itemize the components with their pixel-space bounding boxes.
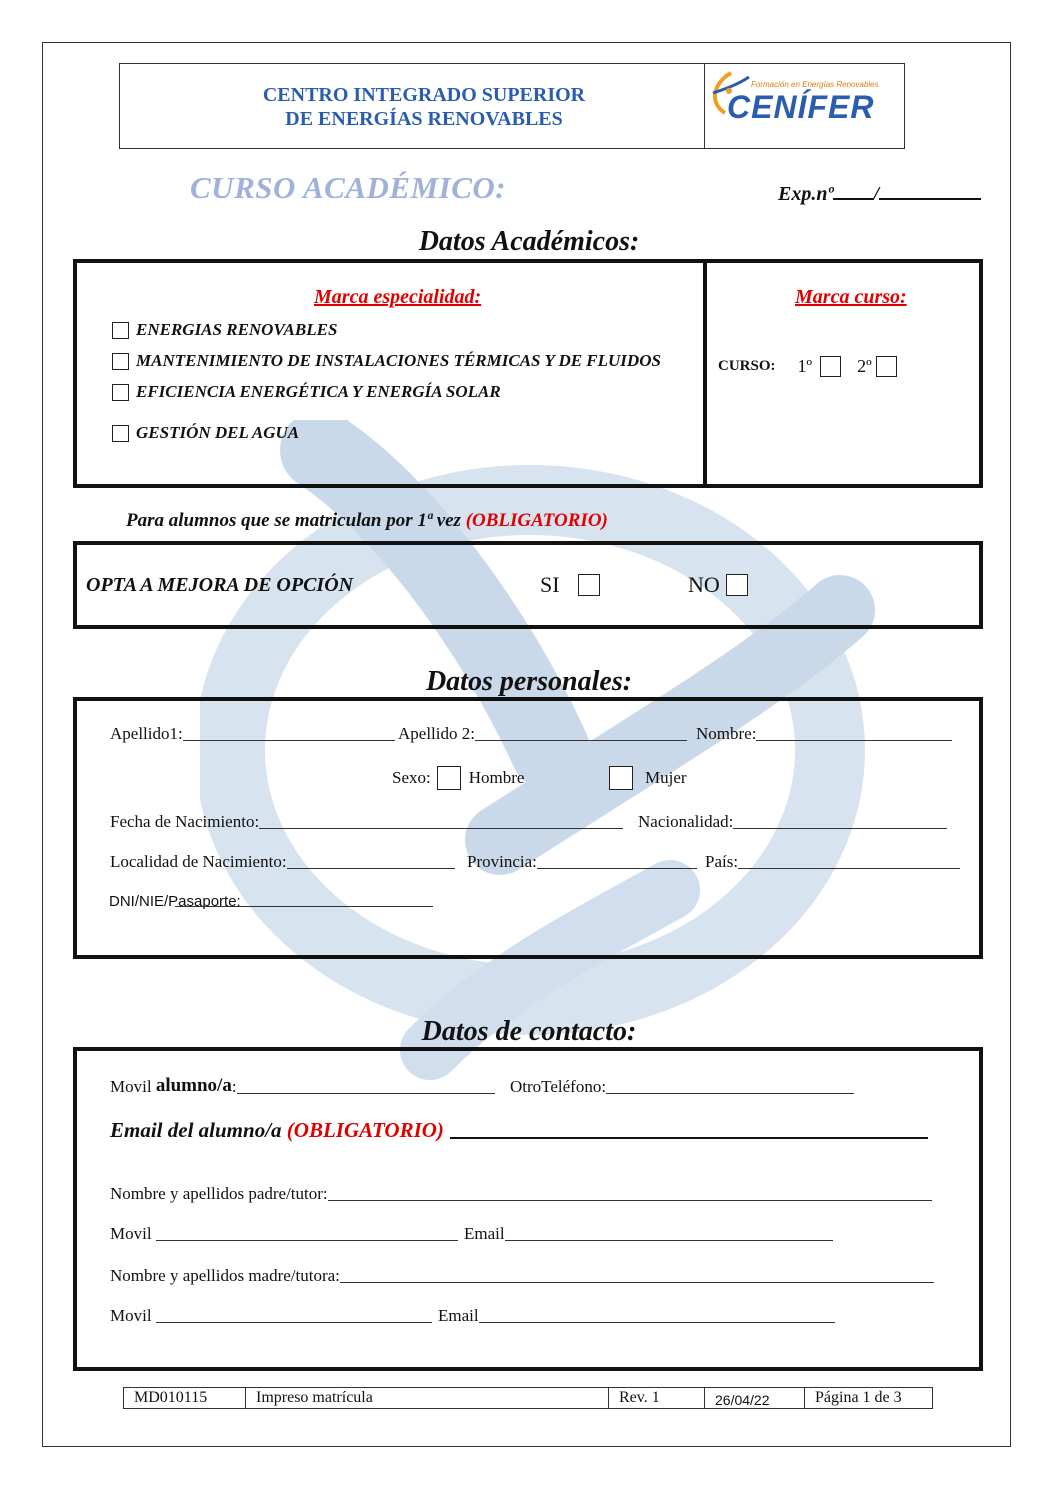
mother-name-label: Nombre y apellidos madre/tutora: [110,1266,340,1285]
id-doc-label: DNI/NIE/Pasaporte: [109,893,241,910]
course-second-label: 2º [857,356,872,376]
surname1-label: Apellido1: [110,724,183,743]
nationality-field[interactable] [638,812,947,832]
footer-date: 26/04/22 [705,1388,805,1408]
id-doc-field[interactable] [109,893,433,910]
student-mobile-prefix: Movil [110,1077,152,1096]
option-yes [540,572,600,598]
province-field[interactable] [467,852,697,872]
institution-line-1: CENTRO INTEGRADO SUPERIOR [262,84,586,106]
student-email-field[interactable] [110,1118,928,1143]
first-time-note [126,510,608,532]
personal-section-title: Datos personales: [425,666,633,697]
footer-code: MD010115 [124,1388,246,1408]
specialty-option[interactable] [112,320,337,340]
birth-place-label: Localidad de Nacimiento: [110,852,287,871]
id-doc-line[interactable] [175,905,433,907]
father-mobile-label: Movil [110,1224,152,1243]
specialty-checkbox[interactable] [112,384,129,401]
specialty-heading: Marca especialidad: [314,286,482,308]
country-field[interactable] [705,852,960,872]
first-time-note-text: Para alumnos que se matriculan por 1ª vez [126,510,461,531]
logo-name: CENÍFER [727,89,875,125]
file-number-field-2[interactable] [879,180,981,200]
father-name-field[interactable] [110,1184,932,1204]
country-label: País: [705,852,739,871]
male-label: Hombre [468,768,525,787]
student-email-mandatory: (OBLIGATORIO) [286,1118,444,1142]
father-email-label: Email [464,1224,505,1243]
specialty-checkbox[interactable] [112,353,129,370]
surname1-line[interactable] [183,739,395,741]
mother-email-field[interactable] [438,1306,835,1326]
specialty-option[interactable] [112,382,501,402]
student-mobile-bold: alumno/a [155,1075,232,1096]
specialty-option[interactable] [112,423,299,443]
other-phone-label: OtroTeléfono: [510,1077,607,1096]
male-checkbox[interactable] [437,766,461,790]
female-option [609,766,687,790]
specialty-label: MANTENIMIENTO DE INSTALACIONES TÉRMICAS Y DE FLUIDOS [136,351,661,370]
surname2-label: Apellido 2: [398,724,475,743]
course-first-label: 1º [797,356,813,376]
birth-date-label: Fecha de Nacimiento: [110,812,260,831]
academic-section-title: Datos Académicos: [418,226,640,257]
other-phone-line[interactable] [606,1092,854,1094]
first-time-mandatory: (OBLIGATORIO) [465,510,608,531]
option-no-label: NO [688,572,720,597]
file-number-separator: / [873,183,880,205]
mother-mobile-line[interactable] [156,1321,432,1323]
surname1-field[interactable] [110,724,395,744]
footer-doc-name: Impreso matrícula [246,1388,609,1408]
footer-table [123,1387,933,1409]
name-label: Nombre: [696,724,757,743]
surname2-line[interactable] [475,739,687,741]
other-phone-field[interactable] [510,1077,854,1097]
student-email-line[interactable] [450,1137,928,1139]
specialty-label: EFICIENCIA ENERGÉTICA Y ENERGÍA SOLAR [136,382,501,401]
mother-name-field[interactable] [110,1266,934,1286]
father-mobile-line[interactable] [156,1239,458,1241]
academic-year-label: CURSO ACADÉMICO: [190,170,507,205]
mother-mobile-label: Movil [110,1306,152,1325]
name-field[interactable] [696,724,952,744]
student-email-label: Email del alumno/a [110,1118,282,1142]
mother-name-line[interactable] [340,1281,934,1283]
mother-mobile-field[interactable] [110,1306,432,1326]
birth-date-field[interactable] [110,812,623,832]
specialty-checkbox[interactable] [112,322,129,339]
father-email-field[interactable] [464,1224,833,1244]
option-label: OPTA A MEJORA DE OPCIÓN [86,574,354,596]
option-yes-checkbox[interactable] [578,574,600,596]
course-selector [718,356,897,377]
course-heading: Marca curso: [795,286,907,308]
nationality-label: Nacionalidad: [638,812,734,831]
cenifer-logo [705,63,903,147]
academic-divider [703,261,707,486]
student-mobile-line[interactable] [237,1092,495,1094]
birth-place-field[interactable] [110,852,455,872]
female-checkbox[interactable] [609,766,633,790]
footer-revision: Rev. 1 [609,1388,705,1408]
father-name-line[interactable] [328,1199,932,1201]
province-label: Provincia: [467,852,537,871]
mother-email-label: Email [438,1306,479,1325]
birth-place-line[interactable] [287,867,455,869]
institution-name [120,83,728,131]
file-number-field-1[interactable] [833,180,873,200]
contact-section-title: Datos de contacto: [421,1016,637,1047]
option-no-checkbox[interactable] [726,574,748,596]
option-yes-label: SI [540,572,560,597]
file-number-label: Exp.nº [778,183,834,205]
specialty-option[interactable] [112,351,661,371]
nationality-line[interactable] [733,827,947,829]
file-number [778,180,981,206]
father-name-label: Nombre y apellidos padre/tutor: [110,1184,328,1203]
father-mobile-field[interactable] [110,1224,458,1244]
course-label: CURSO: [718,358,776,374]
institution-line-2: DE ENERGÍAS RENOVABLES [285,108,563,130]
female-label: Mujer [645,768,687,787]
specialty-label: GESTIÓN DEL AGUA [136,423,300,442]
course-first-checkbox[interactable] [820,356,841,377]
name-line[interactable] [756,739,952,741]
option-no [688,572,748,598]
sex-label: Sexo: [392,768,431,787]
footer-page: Página 1 de 3 [815,1389,902,1406]
specialty-checkbox[interactable] [112,425,129,442]
course-second-checkbox[interactable] [876,356,897,377]
specialty-label: ENERGIAS RENOVABLES [136,320,338,339]
father-email-line[interactable] [505,1239,833,1241]
birth-date-line[interactable] [259,827,623,829]
mother-email-line[interactable] [479,1321,835,1323]
student-mobile-field[interactable] [110,1075,495,1097]
logo-tagline: Formación en Energías Renovables [751,80,879,89]
student-mobile-colon: : [231,1077,237,1096]
surname2-field[interactable] [398,724,687,744]
country-line[interactable] [738,867,960,869]
province-line[interactable] [537,867,697,869]
sex-selector [392,766,524,790]
